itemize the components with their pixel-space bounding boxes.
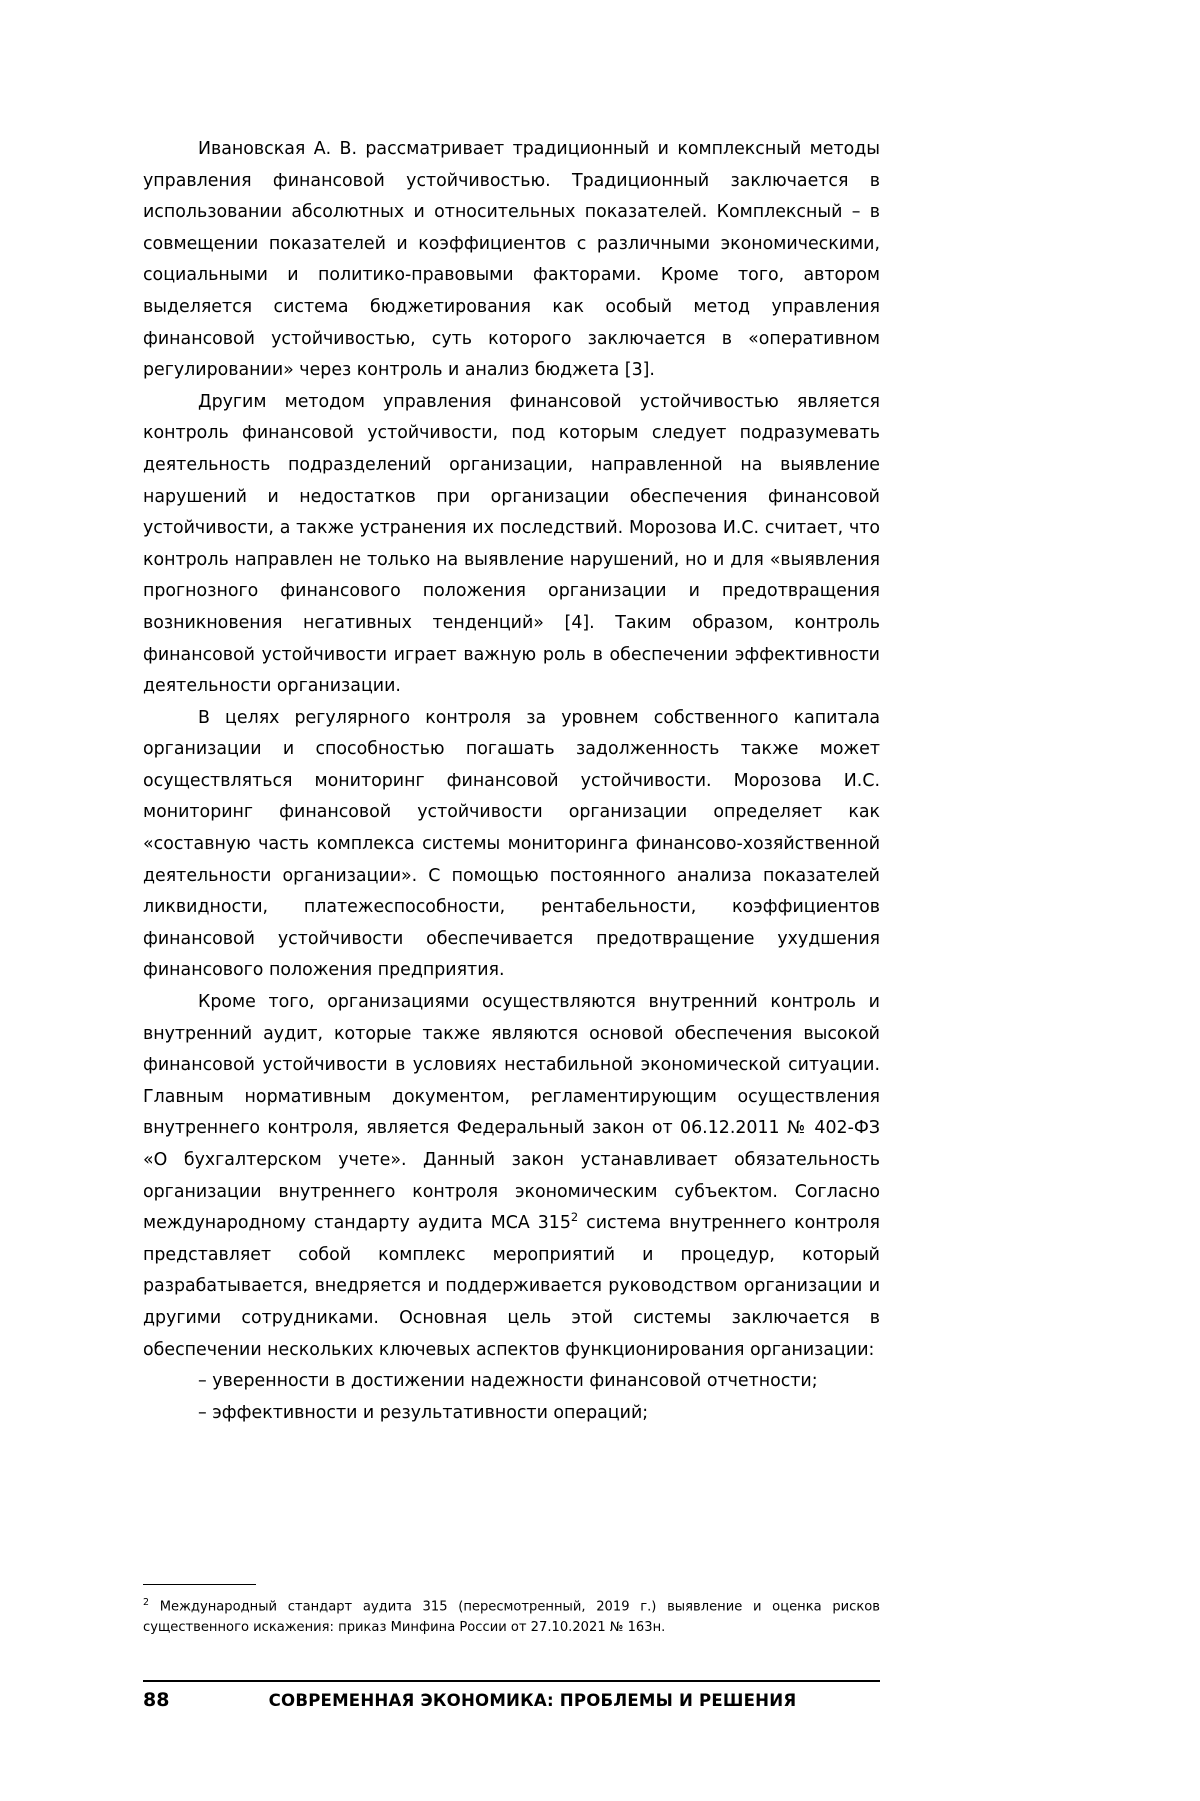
list-item: – эффективности и результативности операций; [198,1402,649,1423]
paragraph-4-text-after: система внутреннего контроля представляет собой комплекс мероприятий и процедур, который разрабатывается, внедряется и поддерживается руководством организации и другими сотрудниками. Основная цель этой системы заключается в обеспечении нескольких ключевых аспектов функционирования организации: [143,1213,880,1360]
paragraph-4-with-footnote [143,987,880,1366]
footnote-entry [143,1593,880,1638]
footer-row [143,1689,880,1711]
footnote-block [143,1584,880,1638]
page-footer [143,1680,880,1711]
footnote-body: Международный стандарт аудита 315 (пересмотренный, 2019 г.) выявление и оценка рисков существенного искажения: приказ Минфина России от 27.10.2021 № 163н. [143,1599,880,1635]
paragraph-3: В целях регулярного контроля за уровнем собственного капитала организации и способностью погашать задолженность также может осуществляться мониторинг финансовой устойчивости. Морозова И.С. мониторинг финансовой устойчивости организации определяет как «составную часть комплекса системы мониторинга финансово-хозяйственной деятельности организации». С помощью постоянного анализа показателей ликвидности, платежеспособности, рентабельности, коэффициентов финансовой устойчивости обеспечивается предотвращение ухудшения финансового положения предприятия. [143,707,880,981]
footer-divider [143,1680,880,1682]
footnote-divider [143,1584,256,1585]
journal-title: СОВРЕМЕННАЯ ЭКОНОМИКА: ПРОБЛЕМЫ И РЕШЕНИЯ [268,1691,797,1710]
footnote-reference-marker[interactable]: 2 [570,1210,579,1225]
list-item: – уверенности в достижении надежности финансовой отчетности; [198,1371,818,1392]
paragraph-2: Другим методом управления финансовой устойчивостью является контроль финансовой устойчивости, под которым следует подразумевать деятельность подразделений организации, направленной на выявление нарушений и недостатков при организации обеспечения финансовой устойчивости, а также устранения их последствий. Морозова И.С. считает, что контроль направлен не только на выявление нарушений, но и для «выявления прогнозного финансового положения организации и предотвращения возникновения негативных тенденций» [4]. Таким образом, контроль финансовой устойчивости играет важную роль в обеспечении эффективности деятельности организации. [143,391,880,697]
footnote-number: 2 [143,1597,150,1608]
page-body [143,134,880,1429]
paragraph-1: Ивановская А. В. рассматривает традиционный и комплексный методы управления финансовой устойчивостью. Традиционный заключается в использовании абсолютных и относительных показателей. Комплексный – в совмещении показателей и коэффициентов с различными экономическими, социальными и политико-правовыми факторами. Кроме того, автором выделяется система бюджетирования как особый метод управления финансовой устойчивостью, суть которого заключается в «оперативном регулировании» через контроль и анализ бюджета [3]. [143,139,880,381]
paragraph-4-text-before: Кроме того, организациями осуществляются внутренний контроль и внутренний аудит, которые также являются основой обеспечения высокой финансовой устойчивости в условиях нестабильной экономической ситуации. Главным нормативным документом, регламентирующим осуществления внутреннего контроля, является Федеральный закон от 06.12.2011 № 402-ФЗ «О бухгалтерском учете». Данный закон устанавливает обязательность организации внутреннего контроля экономическим субъектом. Согласно международному стандарту аудита МСА 315 [143,992,880,1234]
page-number: 88 [143,1689,170,1711]
